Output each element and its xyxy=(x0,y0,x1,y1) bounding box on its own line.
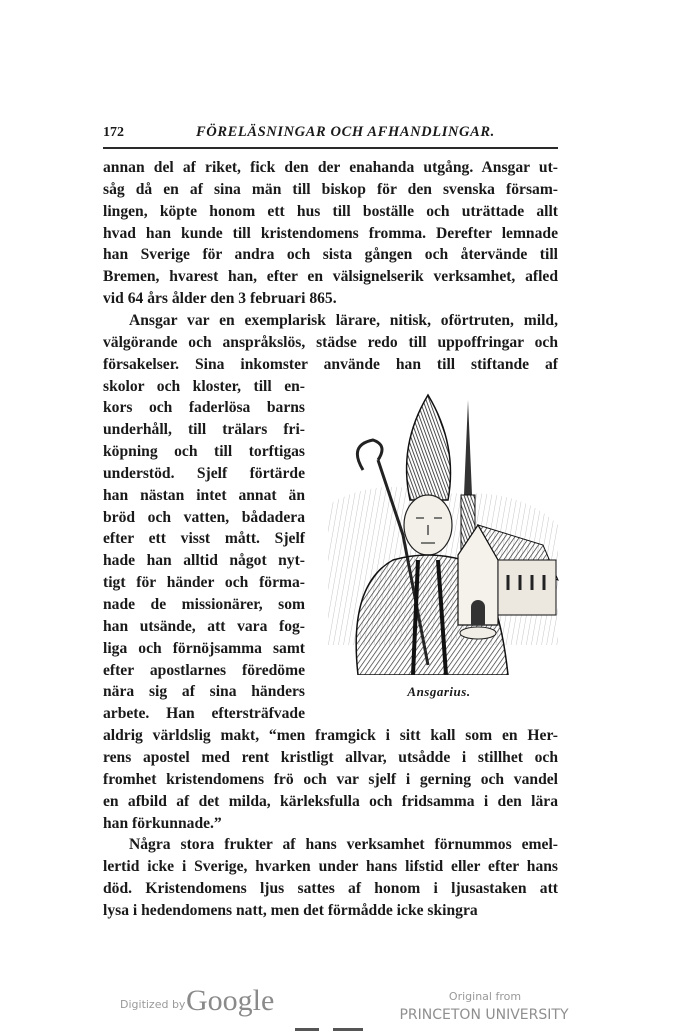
scan-mark xyxy=(333,1028,363,1031)
text-line: annan del af riket, fick den der enahanda utgång. Ansgar ut- xyxy=(103,159,558,176)
text-line: nade de missionärer, som xyxy=(103,596,305,613)
running-title: FÖRELÄSNINGAR OCH AFHANDLINGAR. xyxy=(196,124,495,140)
original-from-label: Original from xyxy=(448,990,522,1003)
mitre xyxy=(407,395,451,500)
text-line: välgörande och anspråkslös, städse redo till uppoffringar och xyxy=(103,333,558,351)
text-line: lertid icke i Sverige, hvarken under hans lifstid eller efter hans xyxy=(103,858,558,876)
text-line: Ansgar var en exemplarisk lärare, nitisk, oförtruten, mild, xyxy=(129,311,558,329)
text-line: Bremen, hvarest han, efter en välsignelserik verksamhet, afled xyxy=(103,268,558,286)
text-line: understöd. Sjelf förtärde xyxy=(103,464,305,482)
text-line: kors och faderlösa barns xyxy=(103,399,305,417)
google-logo: Google xyxy=(186,984,275,1017)
text-line: efter ett visst mått. Sjelf xyxy=(103,530,305,548)
text-line: aldrig världslig makt, “men framgick i sitt kall som en Her- xyxy=(103,727,558,745)
page-number: 172 xyxy=(103,125,124,140)
institution-label: PRINCETON UNIVERSITY xyxy=(399,1007,569,1023)
text-line: underhåll, till trälars fri- xyxy=(103,421,305,439)
text-line: hvad han kunde till kristendomens fromma. Derefter lemnade xyxy=(103,224,558,242)
text-line: vid 64 års ålder den 3 februari 865. xyxy=(103,290,337,308)
text-line: han nästan intet annat än xyxy=(103,486,305,504)
text-line: arbete. Han eftersträfvade xyxy=(103,705,305,723)
scan-mark xyxy=(295,1028,319,1031)
text-line: lysa i hedendomens natt, men det förmådde icke skingra xyxy=(103,901,478,919)
text-line: han förkunnade.” xyxy=(103,814,222,832)
text-line: fromhet kristendomens frö och var sjelf i gerning och vandel xyxy=(103,770,558,788)
text-line: han utsände, att vara fog- xyxy=(103,617,305,635)
digitized-by-label: Digitized by xyxy=(120,998,186,1011)
text-line: såg då en af sina män till biskop för den svenska försam- xyxy=(103,180,558,198)
text-line: försakelser. Sina inkomster använde han till stiftande af xyxy=(103,355,558,373)
ansgarius-illustration xyxy=(318,385,563,675)
illustration-caption: Ansgarius. xyxy=(407,684,471,699)
text-line: liga och förnöjsamma samt xyxy=(103,639,305,657)
text-line: han Sverige för andra och sista gången och återvände till xyxy=(103,246,558,264)
text-line: tigt för händer och förma- xyxy=(103,574,305,592)
text-line: skolor och kloster, till en- xyxy=(103,377,305,395)
text-line: död. Kristendomens ljus sattes af honom i ljusastaken att xyxy=(103,880,558,898)
text-line: rens apostel med rent kristligt allvar, utsådde i stillhet och xyxy=(103,748,558,766)
text-line: Några stora frukter af hans verksamhet förnummos emel- xyxy=(129,836,558,854)
header-rule xyxy=(103,147,558,149)
text-line: bröd och vatten, bådadera xyxy=(103,508,305,526)
text-line: nära sig af sina händers xyxy=(103,683,305,701)
text-line: köpning och till torftigas xyxy=(103,443,305,461)
text-line: en afbild af det milda, kärleksfulla och fridsamma i den lära xyxy=(103,792,558,810)
text-line: efter apostlarnes föredöme xyxy=(103,661,305,679)
text-line: hade han alltid något nyt- xyxy=(103,552,305,570)
text-line: lingen, köpte honom ett hus till boställe och uträttade allt xyxy=(103,202,558,220)
